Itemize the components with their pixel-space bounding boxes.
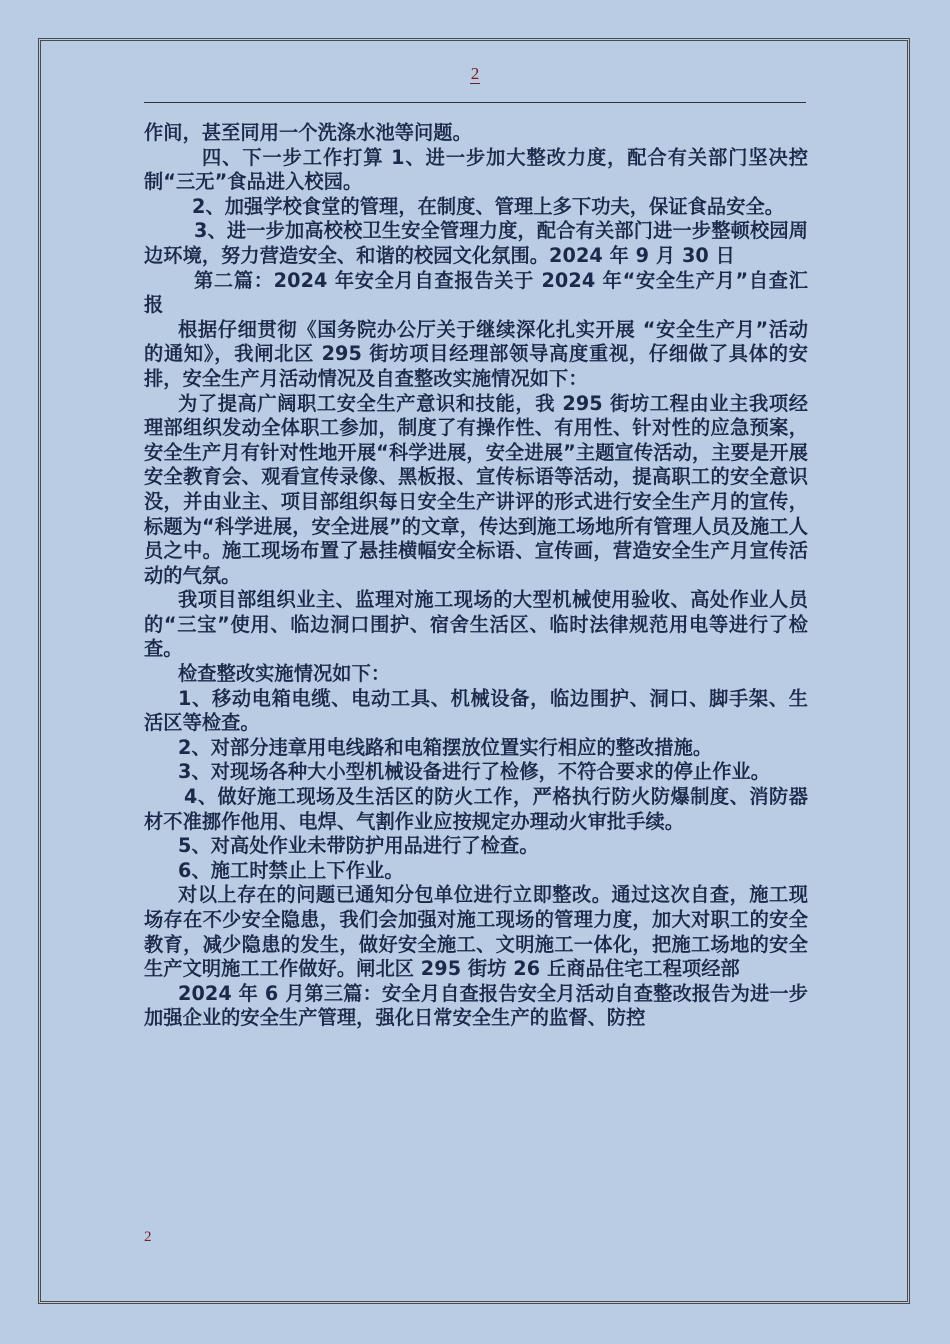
paragraph: 为了提高广阔职工安全生产意识和技能，我 295 街坊工程由业主我项经理部组织发动全体职工参加，制度了有操作性、有用性、针对性的应急预案，安全生产月有针对性地开展“科学进展，安全进展”主题宣传活动，主要是开展安全教育会、观看宣传录像、黑板报、宣传标语等活动，提高职工的安全意识没，并由业主、项目部组织每日安全生产讲评的形式进行安全生产月的宣传，标题为“科学进展，安全进展”的文章，传达到施工场地所有管理人员及施工人员之中。施工现场布置了悬挂横幅安全标语、宣传画，营造安全生产月宣传活动的气氛。 (144, 391, 808, 587)
paragraph: 3、进一步加高校校卫生安全管理力度，配合有关部门进一步整顿校园周边环境，努力营造安全、和谐的校园文化氛围。2024 年 9 月 30 日 (144, 219, 808, 267)
section-heading: 第二篇：2024 年安全月自查报告关于 2024 年“安全生产月”自查汇报 (144, 268, 808, 317)
document-body (144, 121, 808, 1031)
paragraph: 根据仔细贯彻《国务院办公厅关于继续深化扎实开展 “安全生产月”活动的通知》，我闸北区 295 街坊项目经理部领导高度重视，仔细做了具体的安排，安全生产月活动情况及自查整改实施情况如下： (144, 317, 808, 390)
header-page-number-text: 2 (470, 64, 480, 83)
list-item: 5、对高处作业未带防护用品进行了检查。 (178, 834, 539, 858)
paragraph: 对以上存在的问题已通知分包单位进行立即整改。通过这次自查，施工现场存在不少安全隐患，我们会加强对施工现场的管理力度，加大对职工的安全教育，减少隐患的发生，做好安全施工、文明施工一体化，把施工场地的安全生产文明施工工作做好。闸北区 295 街坊 26 丘商品住宅工程项经部 (144, 883, 808, 981)
header-page-number (0, 64, 950, 84)
list-item: 4、做好施工现场及生活区的防火工作，严格执行防火防爆制度、消防器材不准挪作他用、电焊、气割作业应按规定办理动火审批手续。 (144, 785, 808, 833)
header-divider (144, 102, 806, 103)
list-item: 2、对部分违章用电线路和电箱摆放位置实行相应的整改措施。 (178, 735, 713, 759)
paragraph: 作间，甚至同用一个洗涤水池等问题。 (144, 121, 472, 144)
footer-page-number: 2 (144, 1229, 152, 1245)
paragraph: 检查整改实施情况如下： (178, 662, 391, 686)
list-item: 1、移动电箱电缆、电动工具、机械设备，临边围护、洞口、脚手架、生活区等检查。 (144, 686, 808, 735)
list-item: 6、施工时禁止上下作业。 (178, 858, 404, 882)
paragraph: 四、下一步工作打算 1、进一步加大整改力度，配合有关部门坚决控制“三无”食品进入校园。 (144, 145, 808, 194)
paragraph: 我项目部组织业主、监理对施工现场的大型机械使用验收、高处作业人员的“三宝”使用、临边洞口围护、宿舍生活区、临时法律规范用电等进行了检查。 (144, 588, 808, 661)
list-item: 3、对现场各种大小型机械设备进行了检修，不符合要求的停止作业。 (178, 760, 771, 784)
paragraph: 2、加强学校食堂的管理，在制度、管理上多下功夫，保证食品安全。 (192, 194, 785, 218)
paragraph: 2024 年 6 月第三篇：安全月自查报告安全月活动自查整改报告为进一步加强企业的安全生产管理，强化日常安全生产的监督、防控 (144, 981, 808, 1030)
